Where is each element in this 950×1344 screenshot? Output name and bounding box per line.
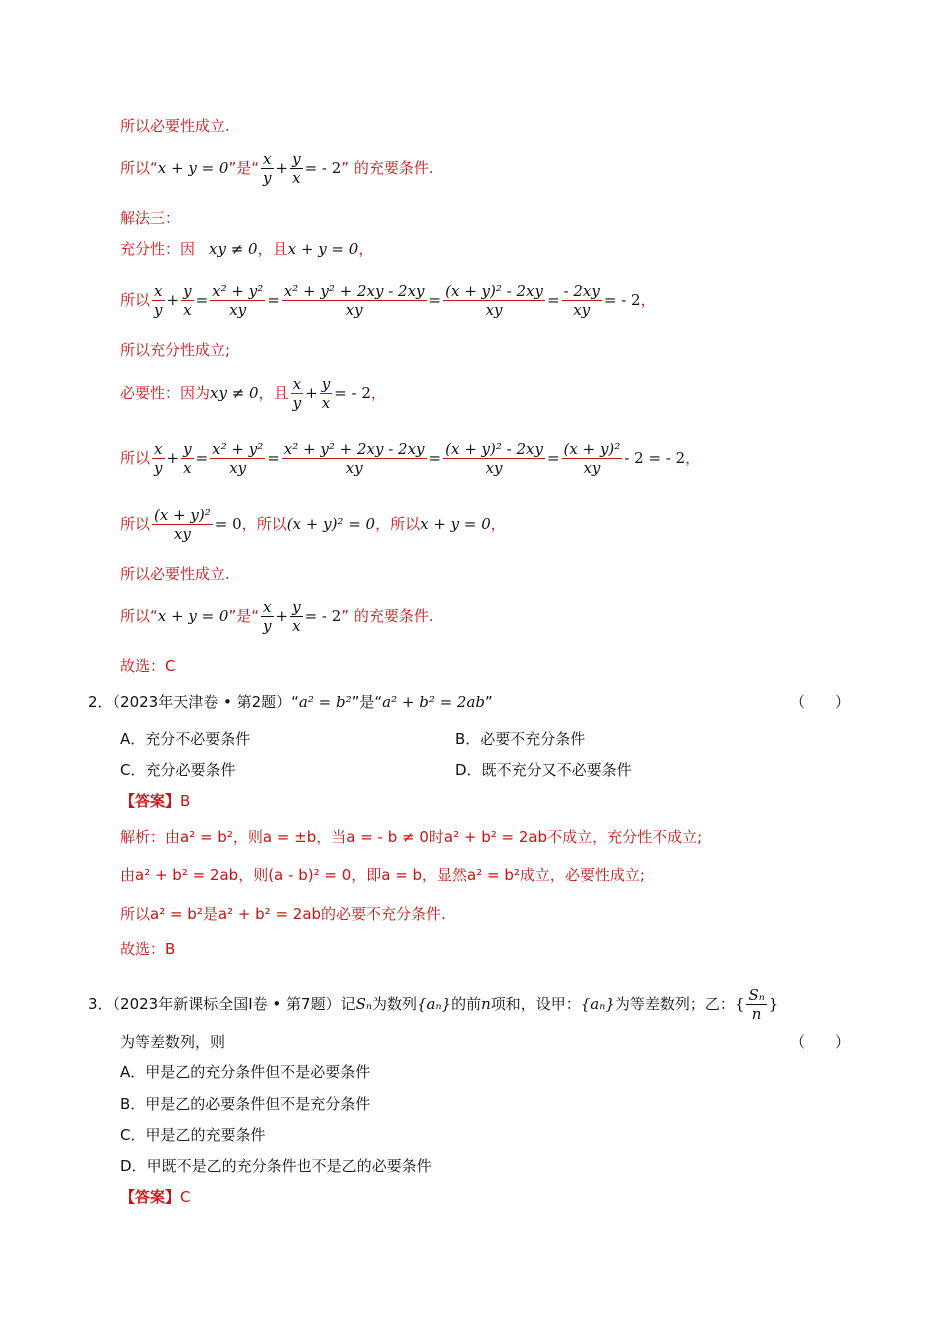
- text: ，: [640, 291, 656, 309]
- text: = - 2: [603, 291, 641, 309]
- text: 甲是乙的充要条件: [145, 1126, 266, 1144]
- text: = 0: [214, 515, 242, 533]
- math: xy ≠ 0: [210, 384, 259, 402]
- fraction: [290, 150, 302, 187]
- text: +: [305, 384, 318, 402]
- q2-option-d[interactable]: [455, 759, 632, 781]
- math: x + y = 0: [157, 607, 229, 625]
- text: y: [183, 440, 192, 458]
- q2-option-b[interactable]: [455, 728, 585, 750]
- necessity-holds-2: 所以必要性成立.: [120, 565, 230, 583]
- text: (x + y)²: [563, 440, 621, 458]
- text: ”是“: [228, 607, 260, 625]
- q3-option-d[interactable]: [120, 1155, 432, 1177]
- text: 甲是乙的必要条件但不是充分条件: [145, 1095, 371, 1113]
- text: (x + y)² - 2xy: [445, 440, 543, 458]
- text: 既不充分又不必要条件: [481, 761, 632, 779]
- text: x: [261, 598, 273, 617]
- text: 所以: [120, 449, 151, 467]
- text: x: [291, 375, 303, 394]
- question-2-answer-blank: （ ）: [790, 693, 851, 711]
- text: 充分性：因: [120, 240, 196, 258]
- text: 2．: [88, 693, 113, 711]
- fraction: [210, 440, 265, 477]
- text: =: [428, 449, 442, 467]
- text: =: [428, 291, 442, 309]
- text: B．: [120, 1095, 146, 1113]
- text: (x + y)² - 2xy: [445, 282, 543, 300]
- text: ，且: [258, 384, 289, 402]
- text: ，: [358, 240, 374, 258]
- fraction: [282, 440, 427, 477]
- text: C．: [120, 1126, 146, 1144]
- text: ”是“: [351, 693, 383, 711]
- fraction: [290, 598, 302, 635]
- text: D．: [120, 1157, 147, 1175]
- text: y: [183, 282, 192, 300]
- sufficiency-holds: 所以充分性成立;: [120, 341, 231, 359]
- text: 所以“: [120, 607, 158, 625]
- q3-option-b[interactable]: [120, 1093, 370, 1115]
- text: x: [292, 617, 301, 635]
- text: y: [154, 459, 163, 477]
- text: y: [263, 617, 272, 635]
- text: xy: [485, 459, 503, 477]
- text: 必要性：因为: [120, 384, 211, 402]
- text: 充分必要条件: [145, 761, 236, 779]
- text: =: [195, 291, 209, 309]
- text: ，所以: [241, 515, 287, 533]
- text: - 2 = - 2: [624, 449, 686, 467]
- text: =: [267, 449, 280, 467]
- text: 甲既不是乙的充分条件也不是乙的必要条件: [146, 1157, 432, 1175]
- q2-option-c[interactable]: [120, 759, 236, 781]
- text: C．: [120, 761, 146, 779]
- math: xy ≠ 0: [209, 240, 258, 258]
- text: 所以: [120, 515, 151, 533]
- q3-option-c[interactable]: [120, 1124, 266, 1146]
- text: 3．: [88, 995, 113, 1013]
- fraction: [152, 282, 164, 319]
- text: 所以“: [120, 159, 158, 177]
- text: y: [321, 375, 331, 393]
- text: xy: [345, 301, 363, 319]
- text: 为数列: [371, 995, 417, 1013]
- fraction: [320, 375, 332, 412]
- question-3-stem-line-2: 为等差数列，则: [120, 1033, 226, 1051]
- text: D．: [455, 761, 482, 779]
- text: y: [154, 301, 163, 319]
- text: xy: [173, 525, 191, 543]
- text: 充分不必要条件: [145, 730, 251, 748]
- text: x² + y² + 2xy - 2xy: [283, 282, 425, 300]
- text: n: [751, 1005, 762, 1023]
- q2-answer: [120, 790, 190, 812]
- math: x + y = 0: [420, 515, 491, 533]
- fraction: [282, 282, 427, 319]
- text: = - 2: [304, 607, 342, 625]
- text: +: [275, 607, 289, 625]
- text: C: [180, 1188, 191, 1206]
- text: x: [152, 440, 164, 459]
- fraction: [152, 506, 213, 543]
- text: xy: [345, 459, 363, 477]
- math: Sₙ: [355, 995, 372, 1013]
- fraction: [181, 282, 193, 319]
- q3-option-a[interactable]: [120, 1061, 370, 1083]
- fraction: [210, 282, 265, 319]
- text: x: [183, 459, 192, 477]
- text: +: [166, 449, 180, 467]
- fraction: [746, 986, 766, 1023]
- text: x: [292, 169, 301, 187]
- text: x² + y²: [212, 440, 264, 458]
- text: =: [267, 291, 280, 309]
- text: ，: [490, 515, 506, 533]
- math: x + y = 0: [287, 240, 359, 258]
- fraction: [443, 282, 545, 319]
- text: A．: [120, 730, 146, 748]
- text: xy: [573, 301, 591, 319]
- fraction: [562, 440, 623, 477]
- text: （2023年新课标全国Ⅰ卷 • 第7题）记: [112, 995, 356, 1013]
- text: +: [166, 291, 180, 309]
- text: x² + y² + 2xy - 2xy: [283, 440, 425, 458]
- text: （2023年天津卷 • 第2题）“: [112, 693, 299, 711]
- text: x² + y²: [212, 282, 264, 300]
- conclusion-line-1: [120, 150, 434, 187]
- text: 【答案】: [120, 1188, 181, 1206]
- text: x: [152, 282, 164, 301]
- text: = - 2: [304, 159, 342, 177]
- text: 项和，设甲：: [490, 995, 581, 1013]
- sufficiency-derivation: [120, 282, 656, 319]
- text: ，: [685, 449, 701, 467]
- text: B．: [455, 730, 481, 748]
- text: - 2xy: [563, 282, 600, 300]
- text: ” 的充要条件.: [341, 159, 434, 177]
- text: }: [768, 995, 779, 1013]
- text: {: [734, 995, 745, 1013]
- math: {aₙ}: [416, 995, 452, 1013]
- fraction: [261, 150, 273, 187]
- text: xy: [229, 301, 247, 319]
- text: 必要不充分条件: [480, 730, 586, 748]
- necessity-conclusion-chain: [120, 506, 506, 543]
- math: n: [481, 995, 491, 1013]
- text: =: [546, 449, 560, 467]
- text: B: [180, 792, 191, 810]
- math: {aₙ}: [580, 995, 615, 1013]
- math: a² = b²: [298, 693, 352, 711]
- text: y: [292, 394, 302, 412]
- text: x: [261, 150, 273, 169]
- text: ”是“: [228, 159, 260, 177]
- fraction: [181, 440, 193, 477]
- fraction: [291, 375, 303, 412]
- q2-analysis-line-2: 由a² + b² = 2ab，则(a - b)² = 0，即a = b，显然a² = b²成立，必要性成立;: [120, 866, 645, 884]
- text: ，且: [257, 240, 288, 258]
- text: xy: [485, 301, 503, 319]
- text: 【答案】: [120, 792, 181, 810]
- text: =: [195, 449, 209, 467]
- math: (x + y)² = 0: [286, 515, 376, 533]
- text: ，: [370, 384, 386, 402]
- math: x + y = 0: [157, 159, 229, 177]
- question-2-stem: [88, 691, 493, 713]
- necessity-premise: [120, 375, 386, 412]
- fraction: [562, 282, 602, 319]
- text: (x + y)²: [154, 506, 211, 524]
- text: = - 2: [334, 384, 371, 402]
- text: x: [183, 301, 192, 319]
- text: ” 的充要条件.: [341, 607, 434, 625]
- q2-option-a[interactable]: [120, 728, 250, 750]
- fraction: [152, 440, 164, 477]
- q2-analysis-line-1: 解析：由a² = b²，则a = ±b，当a = - b ≠ 0时a² + b² = 2ab不成立，充分性不成立;: [120, 828, 703, 846]
- q3-answer: [120, 1186, 191, 1208]
- text: x: [321, 394, 331, 412]
- text: 所以: [120, 291, 151, 309]
- text: +: [275, 159, 289, 177]
- text: xy: [583, 459, 601, 477]
- question-3-stem: [88, 986, 778, 1023]
- text: =: [546, 291, 560, 309]
- text: A．: [120, 1063, 146, 1081]
- choose-c: 故选：C: [120, 657, 176, 675]
- question-3-answer-blank: （ ）: [790, 1033, 851, 1051]
- fraction: [443, 440, 545, 477]
- fraction: [261, 598, 273, 635]
- text: y: [263, 169, 272, 187]
- text: Sₙ: [748, 986, 765, 1004]
- text: y: [292, 598, 301, 616]
- text: 的前: [451, 995, 482, 1013]
- text: y: [292, 150, 301, 168]
- q2-analysis-line-3: 所以a² = b²是a² + b² = 2ab的必要不充分条件.: [120, 905, 446, 923]
- necessity-holds-1: 所以必要性成立.: [120, 117, 230, 135]
- q2-choose-b: 故选：B: [120, 940, 176, 958]
- text: ”: [485, 693, 493, 711]
- text: xy: [229, 459, 247, 477]
- necessity-derivation: [120, 440, 700, 477]
- text: 甲是乙的充分条件但不是必要条件: [145, 1063, 371, 1081]
- text: 为等差数列；乙：: [614, 995, 735, 1013]
- math: a² + b² = 2ab: [382, 693, 486, 711]
- conclusion-line-2: [120, 598, 434, 635]
- text: ，所以: [375, 515, 421, 533]
- sufficiency-premise: [120, 238, 373, 260]
- method-three-heading: 解法三：: [120, 209, 181, 227]
